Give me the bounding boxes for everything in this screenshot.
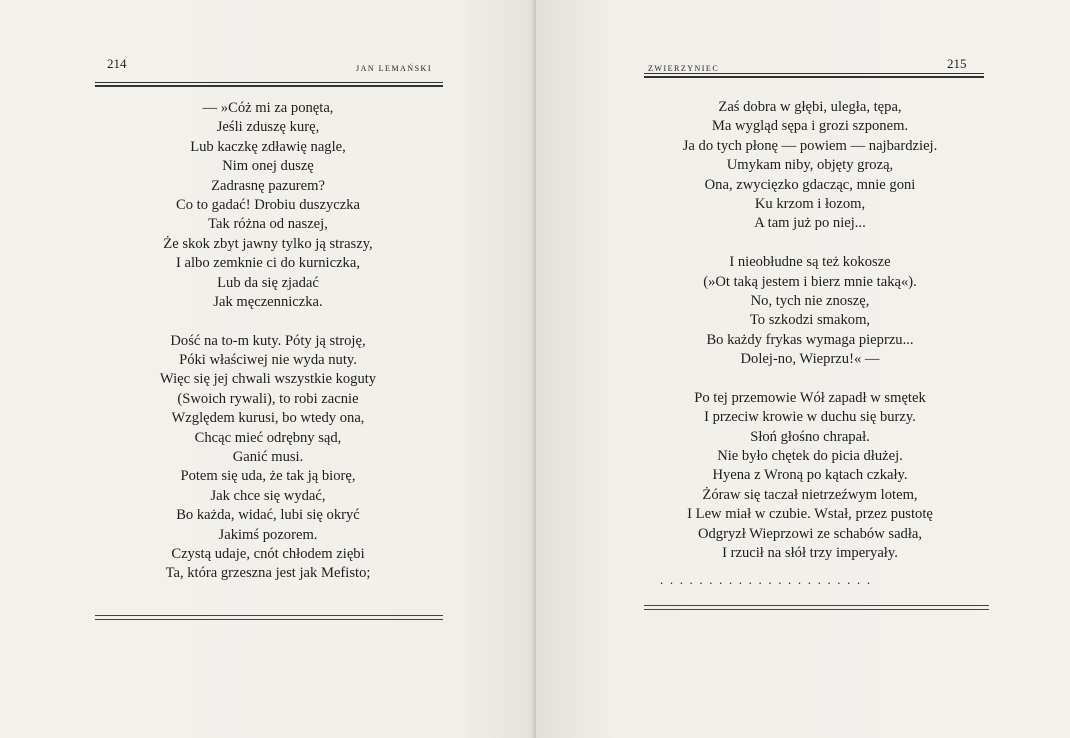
poem-line: (Swoich rywali), to robi zacnie <box>177 390 359 407</box>
poem-line: Ja do tych płonę — powiem — najbardziej. <box>682 137 938 154</box>
poem-line: Dolej-no, Wieprzu!« — <box>740 351 880 368</box>
poem-line: Tak różna od naszej, <box>208 216 328 233</box>
poem-line: Ganić musi. <box>232 449 304 466</box>
poem-line: Że skok zbyt jawny tylko ją straszy, <box>163 235 373 252</box>
poem-line: Słoń głośno chrapał. <box>750 428 870 445</box>
right-footer-rule <box>644 605 989 606</box>
poem-line: (»Ot taką jestem i bierz mnie taką«). <box>703 273 917 290</box>
right-page <box>536 0 1070 738</box>
poem-line: Jak chce się wydać, <box>210 487 326 504</box>
left-running-head: JAN LEMAŃSKI <box>356 64 432 73</box>
poem-line: Bo każda, widać, lubi się okryć <box>176 507 360 524</box>
left-header-rule <box>95 82 443 83</box>
poem-line: A tam już po niej... <box>754 215 866 232</box>
poem-line: I przeciw krowie w duchu się burzy. <box>704 409 916 426</box>
right-poem <box>536 98 1070 563</box>
poem-line: I Lew miał w czubie. Wstał, przez pustotę <box>687 506 933 523</box>
poem-line: Więc się jej chwali wszystkie koguty <box>159 371 377 388</box>
right-running-head: ZWIERZYNIEC <box>648 64 720 73</box>
poem-line: Umykam niby, objęty grozą, <box>726 157 894 174</box>
right-page-number: 215 <box>947 56 967 71</box>
left-poem <box>0 99 536 584</box>
right-header-rule-double <box>644 76 984 78</box>
left-page-number: 214 <box>107 56 127 71</box>
ellipsis-dots: ...................... <box>660 572 877 587</box>
poem-line: Lub kaczkę zdławię nagle, <box>190 138 346 155</box>
poem-line: Jeśli zduszę kurę, <box>216 119 320 136</box>
poem-line: Ku krzom i łozom, <box>754 195 866 212</box>
poem-line: I albo zemknie ci do kurniczka, <box>176 255 360 272</box>
poem-line: I nieobłudne są też kokosze <box>729 254 891 271</box>
left-footer-rule <box>95 615 443 616</box>
poem-line: Po tej przemowie Wół zapadł w smętek <box>694 389 926 406</box>
poem-line: Czystą udaje, cnót chłodem ziębi <box>171 545 365 562</box>
poem-line: Potem się uda, że tak ją biorę, <box>180 468 356 485</box>
poem-line: No, tych nie znoszę, <box>750 292 870 309</box>
poem-line: Hyena z Wroną po kątach czkały. <box>712 467 908 484</box>
poem-line: Względem kurusi, bo wtedy ona, <box>171 410 365 427</box>
stanza-break <box>536 369 1070 388</box>
right-header <box>536 56 1070 86</box>
poem-line: Chcąc mieć odrębny sąd, <box>194 429 342 446</box>
poem-line: Ma wygląd sępa i grozi szponem. <box>711 118 909 135</box>
poem-line: Odgryzł Wieprzowi ze schabów sadła, <box>697 525 923 542</box>
poem-line: Lub da się zjadać <box>217 274 319 291</box>
poem-line: Bo każdy frykas wymaga pieprzu... <box>706 331 914 348</box>
poem-line: Jak męczenniczka. <box>213 293 323 310</box>
poem-line: Zaś dobra w głębi, uległa, tępa, <box>718 99 902 115</box>
poem-line: Zadrasnę pazurem? <box>211 177 325 194</box>
poem-line: — »Cóż mi za ponęta, <box>202 100 334 116</box>
poem-line: Ona, zwycięzko gdacząc, mnie goni <box>704 176 916 193</box>
poem-line: Jakimś pozorem. <box>218 526 318 543</box>
stanza-break <box>536 234 1070 253</box>
stanza-break <box>0 312 536 331</box>
poem-line: Dość na to-m kuty. Póty ją stroję, <box>170 332 366 349</box>
poem-line: Nie było chętek do picia dłużej. <box>717 448 903 465</box>
poem-line: Póki właściwej nie wyda nuty. <box>179 352 357 369</box>
left-footer-rule-2 <box>95 619 443 620</box>
poem-line: To szkodzi smakom, <box>749 312 871 329</box>
poem-line: Żóraw się taczał nietrzeźwym lotem, <box>702 486 918 503</box>
left-header-rule-double <box>95 85 443 87</box>
poem-line: I rzucił na słół trzy imperyały. <box>722 544 898 561</box>
poem-line: Co to gadać! Drobiu duszyczka <box>176 196 360 213</box>
poem-line: Nim onej duszę <box>222 158 314 175</box>
right-footer-rule-2 <box>644 609 989 610</box>
poem-line: Ta, która grzeszna jest jak Mefisto; <box>165 565 371 582</box>
right-header-rule <box>644 73 984 74</box>
